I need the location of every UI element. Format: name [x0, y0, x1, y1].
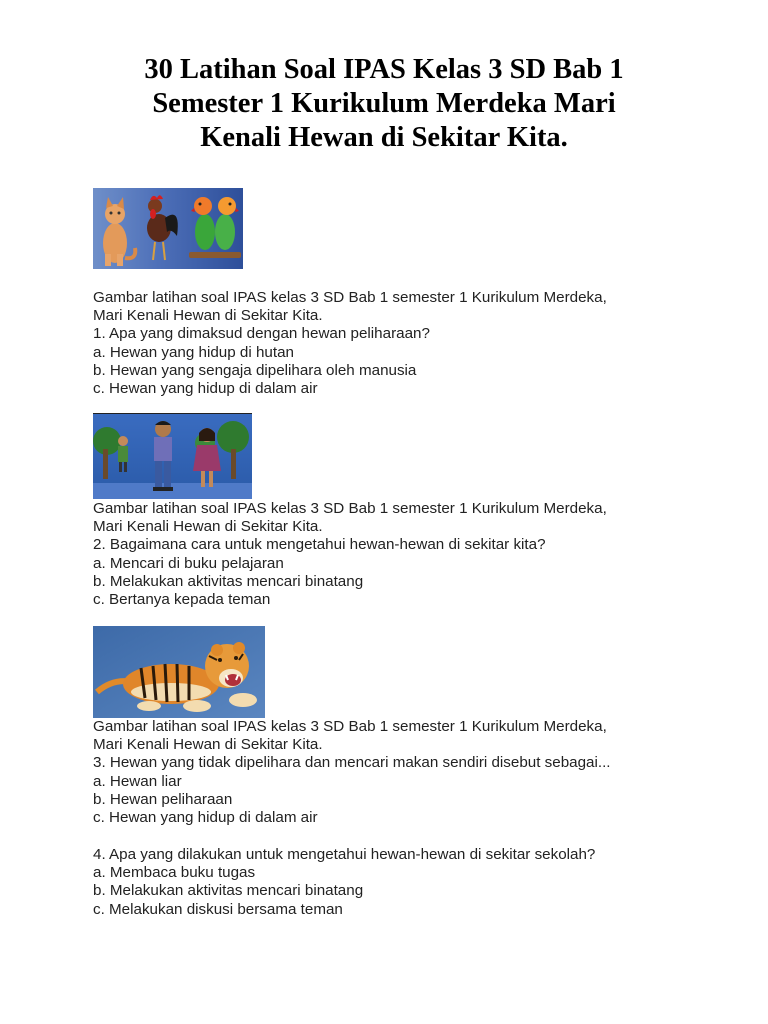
- answer-option-c: c. Melakukan diskusi bersama teman: [93, 900, 343, 918]
- answer-option-c: c. Bertanya kepada teman: [93, 591, 271, 609]
- answer-option-b: b. Hewan yang sengaja dipelihara oleh manusia: [93, 361, 417, 379]
- answer-option-a: a. Membaca buku tugas: [93, 864, 256, 882]
- answer-option-c: c. Hewan yang hidup di dalam air: [93, 809, 318, 827]
- question-text: 1. Apa yang dimaksud dengan hewan peliharaan?: [93, 325, 430, 343]
- image-caption-line-1: Gambar latihan soal IPAS kelas 3 SD Bab 1 semester 1 Kurikulum Merdeka,: [93, 289, 607, 306]
- question-block-4: [93, 846, 693, 919]
- question-text: 4. Apa yang dilakukan untuk mengetahui hewan-hewan di sekitar sekolah?: [93, 846, 596, 863]
- answer-option-b: b. Melakukan aktivitas mencari binatang: [93, 882, 364, 900]
- children-illustration: [93, 413, 252, 499]
- image-caption-line-2: Mari Kenali Hewan di Sekitar Kita.: [93, 307, 323, 325]
- image-caption-line-2: Mari Kenali Hewan di Sekitar Kita.: [93, 518, 323, 536]
- answer-option-c: c. Hewan yang hidup di dalam air: [93, 380, 318, 398]
- children-illustration-svg: [93, 413, 252, 499]
- tiger-illustration-svg: [93, 626, 265, 718]
- title-line-2: Semester 1 Kurikulum Merdeka Mari: [152, 88, 616, 119]
- title-line-3: Kenali Hewan di Sekitar Kita.: [200, 122, 568, 153]
- question-block-3: [93, 718, 693, 827]
- pets-illustration-svg: [93, 188, 243, 269]
- image-caption-line-2: Mari Kenali Hewan di Sekitar Kita.: [93, 736, 323, 754]
- pets-illustration: [93, 188, 243, 269]
- question-text: 2. Bagaimana cara untuk mengetahui hewan-hewan di sekitar kita?: [93, 536, 546, 554]
- tiger-illustration: [93, 626, 265, 718]
- page-title: [60, 53, 708, 155]
- answer-option-a: a. Hewan yang hidup di hutan: [93, 343, 294, 361]
- image-caption-line-1: Gambar latihan soal IPAS kelas 3 SD Bab 1 semester 1 Kurikulum Merdeka,: [93, 500, 607, 517]
- question-block-2: [93, 500, 693, 609]
- answer-option-b: b. Melakukan aktivitas mencari binatang: [93, 572, 364, 590]
- title-line-1: 30 Latihan Soal IPAS Kelas 3 SD Bab 1: [144, 54, 624, 85]
- answer-option-b: b. Hewan peliharaan: [93, 790, 233, 808]
- question-block-1: [93, 289, 693, 398]
- answer-option-a: a. Mencari di buku pelajaran: [93, 554, 284, 572]
- answer-option-a: a. Hewan liar: [93, 772, 182, 790]
- question-text: 3. Hewan yang tidak dipelihara dan mencari makan sendiri disebut sebagai...: [93, 754, 611, 772]
- image-caption-line-1: Gambar latihan soal IPAS kelas 3 SD Bab 1 semester 1 Kurikulum Merdeka,: [93, 718, 607, 735]
